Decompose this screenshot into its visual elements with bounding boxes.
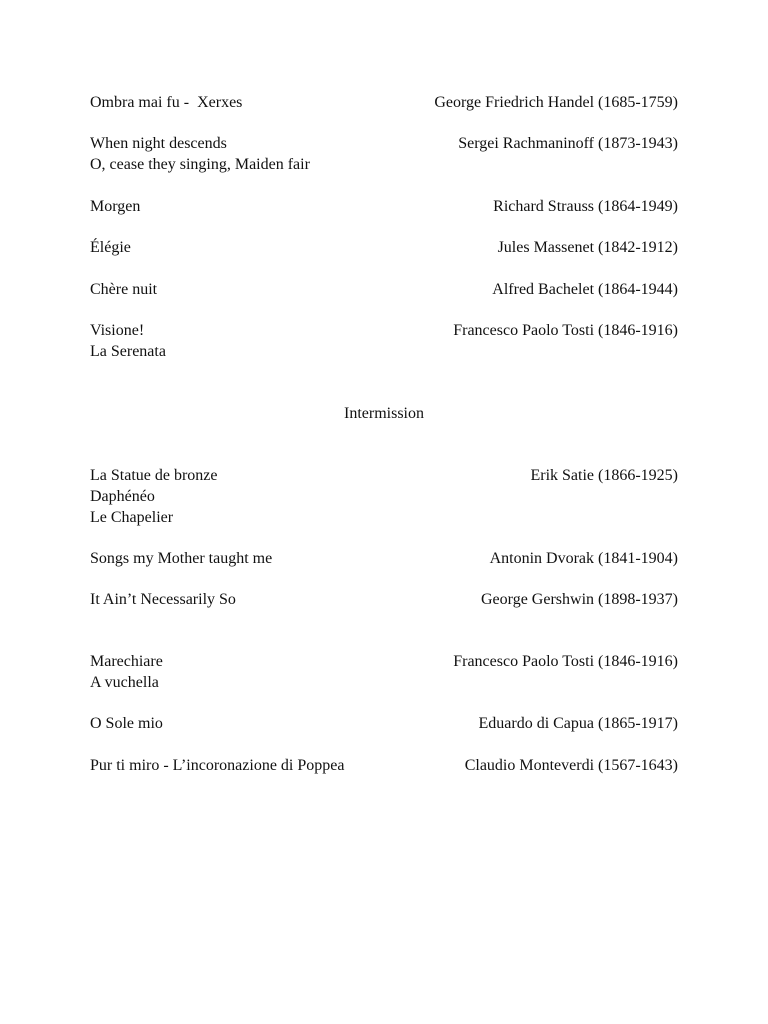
program-row bbox=[90, 196, 678, 217]
program-row bbox=[90, 133, 678, 154]
program-row bbox=[90, 465, 678, 486]
intermission-heading: Intermission bbox=[344, 405, 424, 422]
program-row bbox=[90, 548, 678, 569]
program-row bbox=[90, 154, 678, 175]
composer-name: Alfred Bachelet (1864-1944) bbox=[492, 281, 678, 298]
composer-name: Claudio Monteverdi (1567-1643) bbox=[464, 757, 678, 774]
piece-title: O Sole mio bbox=[90, 715, 163, 732]
program-row bbox=[90, 507, 678, 528]
piece-title: Ombra mai fu - Xerxes bbox=[90, 94, 243, 111]
program-entry bbox=[90, 196, 678, 217]
program-entry bbox=[90, 548, 678, 569]
piece-title: It Ain’t Necessarily So bbox=[90, 591, 236, 608]
program-entry bbox=[90, 92, 678, 113]
program-entry bbox=[90, 589, 678, 610]
program-entry bbox=[90, 133, 678, 175]
piece-title: O, cease they singing, Maiden fair bbox=[90, 156, 310, 173]
piece-title: La Serenata bbox=[90, 343, 166, 360]
program-entry bbox=[90, 320, 678, 362]
program-row bbox=[90, 92, 678, 113]
program-row bbox=[90, 589, 678, 610]
program-entry bbox=[90, 465, 678, 528]
composer-name: Erik Satie (1866-1925) bbox=[530, 467, 678, 484]
composer-name: George Gershwin (1898-1937) bbox=[481, 591, 678, 608]
composer-name: Francesco Paolo Tosti (1846-1916) bbox=[453, 322, 678, 339]
composer-name: Francesco Paolo Tosti (1846-1916) bbox=[453, 653, 678, 670]
program-entry bbox=[90, 713, 678, 734]
composer-name: Sergei Rachmaninoff (1873-1943) bbox=[458, 135, 678, 152]
composer-name: Eduardo di Capua (1865-1917) bbox=[478, 715, 678, 732]
piece-title: La Statue de bronze bbox=[90, 467, 218, 484]
program-entry bbox=[90, 279, 678, 300]
piece-title: Élégie bbox=[90, 239, 131, 256]
program-entry bbox=[90, 651, 678, 693]
program-row bbox=[90, 651, 678, 672]
composer-name: Richard Strauss (1864-1949) bbox=[493, 198, 678, 215]
program-row bbox=[90, 341, 678, 362]
piece-title: Le Chapelier bbox=[90, 509, 174, 526]
program-row bbox=[90, 755, 678, 776]
program-row bbox=[90, 320, 678, 341]
piece-title: Visione! bbox=[90, 322, 145, 339]
program-row bbox=[90, 486, 678, 507]
program-row bbox=[90, 672, 678, 693]
program-entry bbox=[90, 237, 678, 258]
piece-title: Pur ti miro - L’incoronazione di Poppea bbox=[90, 757, 345, 774]
piece-title: When night descends bbox=[90, 135, 227, 152]
piece-title: Chère nuit bbox=[90, 281, 158, 298]
piece-title: Songs my Mother taught me bbox=[90, 550, 273, 567]
piece-title: Marechiare bbox=[90, 653, 163, 670]
piece-title: A vuchella bbox=[90, 674, 159, 691]
program-row bbox=[90, 237, 678, 258]
program-entry bbox=[90, 755, 678, 776]
composer-name: Antonin Dvorak (1841-1904) bbox=[489, 550, 678, 567]
piece-title: Morgen bbox=[90, 198, 141, 215]
piece-title: Daphénéo bbox=[90, 488, 155, 505]
composer-name: Jules Massenet (1842-1912) bbox=[497, 239, 678, 256]
composer-name: George Friedrich Handel (1685-1759) bbox=[434, 94, 678, 111]
program-row bbox=[90, 713, 678, 734]
program-row bbox=[90, 279, 678, 300]
